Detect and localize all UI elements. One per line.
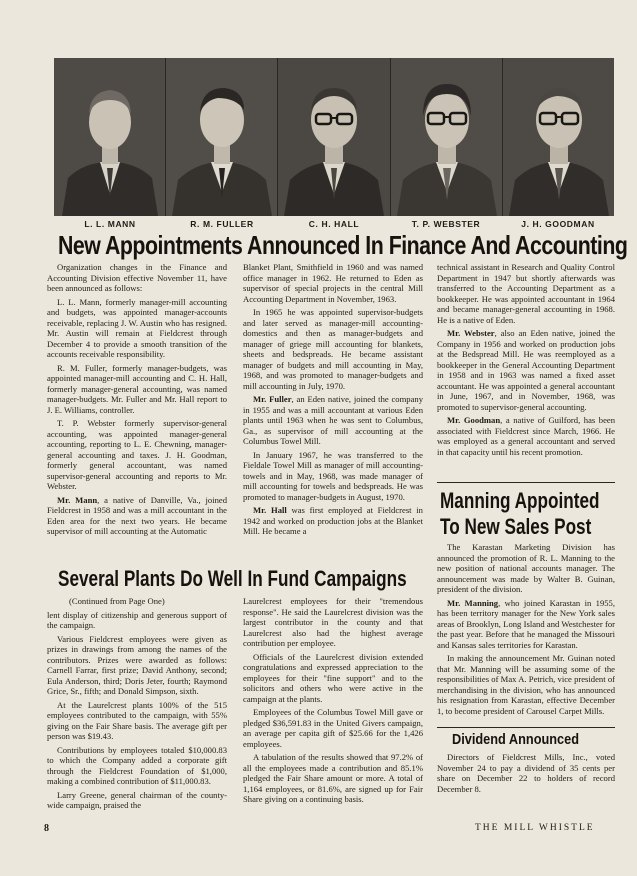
paragraph: Employees of the Columbus Towel Mill gave or pledged $36,591.83 in the United Givers campaign, an average per capita gift of $25.66 for the 1,426 employees. [243, 707, 423, 749]
photo-caption: T. P. WEBSTER [411, 219, 481, 229]
paragraph: Laurelcrest employees for their "tremendous response". He said the Laurelcrest division was the largest contributor in the county and that Laurelcrest also had the highest average contribution per employee. [243, 596, 423, 648]
portrait-strip [54, 58, 614, 216]
main-article-col2 [243, 262, 423, 560]
paragraph: Mr. Fuller, an Eden native, joined the company in 1955 and was a mill accountant at various Eden plants until 1963 when he was sent to Columbus, Ga., as supervisor of mill accounting at the Columbus Towel Mill. [243, 394, 423, 446]
main-article-col3 [437, 262, 615, 478]
bold-name: Mr. Webster [447, 328, 495, 338]
bold-name: Mr. Manning [447, 597, 499, 608]
main-article-col1 [47, 262, 227, 560]
paragraph: Various Fieldcrest employees were given as prizes in drawings from among the names of the contributors. Prizes were awarded as follows: Carnell Farrar, first prize; David Anthony, second; Eula Anderson, third; Doris Jeter, fourth; Raymond Grice, Sr., fifth; and Donald Simpson, sixth. [47, 633, 227, 696]
paragraph: In 1965 he was appointed supervisor-budgets and later served as manager-mill accounting-domestics and then as manager-budgets and manager of griege mill accounting for blankets, sheets and bedspreads. He became assistant manager of budgets and mill accounting in May, 1968, and was promoted to manager-budgets and mill accounting in July, 1970. [243, 307, 423, 391]
manning-headline-line2: To New Sales Post [440, 514, 592, 539]
paragraph: Mr. Webster, also an Eden native, joined the Company in 1956 and worked on production jobs at the Bedspread Mill. He was reemployed as a bookkeeper in the General Accounting Department in 1958 and in 1963 was named a fixed asset accountant. He was appointed a general accountant in June, 1967, and in November, 1968, was promoted to supervisor-general accounting. [437, 328, 615, 412]
portrait-photo [503, 58, 614, 216]
paragraph: Mr. Mann, a native of Danville, Va., joined Fieldcrest in 1958 and was a mill accountant in the Eden area for the next two years. He became supervisor of mill accounting at the Automatic [47, 494, 227, 536]
paragraph: Directors of Fieldcrest Mills, Inc., voted November 24 to pay a dividend of 35 cents per share on December 22 to holders of record December 8. [437, 752, 615, 794]
column-rule [437, 482, 615, 483]
photo-caption: L. L. MANN [84, 219, 136, 229]
portrait-captions [54, 219, 614, 229]
photo-caption: R. M. FULLER [190, 219, 254, 229]
paragraph: lent display of citizenship and generous support of the campaign. [47, 609, 227, 630]
plants-article-col1 [47, 596, 227, 810]
paragraph: T. P. Webster formerly supervisor-general accounting, was appointed manager-general accounting, reporting to L. E. Chewning, manager-general accounting and taxes. J. H. Goodman, formerly general accountant, was named supervisor-general accounting and reports to Mr. Webster. [47, 418, 227, 491]
bold-name: Mr. Hall [253, 505, 287, 515]
paragraph: Organization changes in the Finance and Accounting Division effective November 11, have been announced as follows: [47, 262, 227, 293]
column-rule [437, 727, 615, 728]
publication-name: THE MILL WHISTLE [475, 823, 595, 833]
dividend-headline: Dividend Announced [452, 731, 580, 748]
paragraph: A tabulation of the results showed that 97.2% of all the employees made a contribution and 85.1% pledged the Fair Share amount or more. A total of 1,164 employees, or 81.6%, are signed up for Fair Share giving on a continuing basis. [243, 752, 423, 804]
dividend-article [437, 752, 615, 802]
portrait-photo [391, 58, 503, 216]
paragraph: Officials of the Laurelcrest division extended congratulations and expressed appreciation to the employees for their "fine support" and to the solicitors and others who were active in the campaign at the plants. [243, 651, 423, 704]
manning-article [437, 542, 615, 724]
paragraph: In January 1967, he was transferred to the Fieldale Towel Mill as manager of mill accounting-towels and in May, 1968, was made manager of mill accounting for towels and bedspreads. He was promoted to manager-budgets in August, 1970. [243, 449, 423, 502]
paragraph: The Karastan Marketing Division has announced the promotion of R. L. Manning to the new position of national accounts manager. The announcement was made by Walter B. Guinan, president of the division. [437, 542, 615, 594]
paragraph: R. M. Fuller, formerly manager-budgets, was appointed manager-mill accounting and C. H. Hall, formerly manager-general accounting, was named manager-budgets. Mr. Fuller and Mr. Hall report to J. E. Williams, controller. [47, 362, 227, 415]
paragraph: (Continued from Page One) [69, 596, 165, 606]
photo-caption: J. H. GOODMAN [521, 219, 595, 229]
plants-article-col2 [243, 596, 423, 810]
photo-caption: C. H. HALL [308, 219, 360, 229]
paragraph: In making the announcement Mr. Guinan noted that Mr. Manning will be assuming some of the responsibilities of Max A. Petrich, vice president of merchandising in the division, who has announced his resignation from Karastan, effective December 1, to become president of Carousel Carpet Mills. [437, 653, 615, 716]
main-headline: New Appointments Announced In Finance And Accounting [58, 230, 628, 260]
paragraph: At the Laurelcrest plants 100% of the 515 employees contributed to the campaign, with 55% giving on the Fair Share basis. The average gift per person was $19.43. [47, 699, 227, 741]
bold-name: Mr. Fuller [253, 394, 292, 404]
paragraph: Blanket Plant, Smithfield in 1960 and was named office manager in 1962. He returned to Eden as supervisor of special projects in the central Mill Accounting Department in November, 1963. [243, 262, 423, 304]
manning-headline-line1: Manning Appointed [440, 488, 600, 513]
portrait-photo [54, 58, 166, 216]
paragraph: technical assistant in Research and Quality Control Department in 1947 but shortly afterwards was transferred to the Accounting Department as a bookkeeper. He was appointed accountant in 1964 and became manager-general accounting in 1968. He is a native of Eden. [437, 262, 615, 325]
bold-name: Mr. Goodman [447, 415, 501, 425]
paragraph: Mr. Manning, who joined Karastan in 1955, has been territory manager for the New York sales areas of Brooklyn, Long Island and Westchester for the past year. Before that he managed the Missouri and Kansas sales territories for Karastan. [437, 597, 615, 650]
portrait-photo [166, 58, 278, 216]
paragraph: Mr. Hall was first employed at Fieldcrest in 1942 and worked on production jobs at the Blanket Mill. He became a [243, 505, 423, 536]
plants-headline: Several Plants Do Well In Fund Campaigns [58, 566, 407, 591]
paragraph: Mr. Goodman, a native of Guilford, has been associated with Fieldcrest since March, 1966. He was employed as a general accountant and served in that capacity until his recent promotion. [437, 415, 615, 457]
bold-name: Mr. Mann [57, 494, 98, 505]
page-number: 8 [44, 823, 49, 834]
paragraph: L. L. Mann, formerly manager-mill accounting and budgets, was appointed manager-accounts receivable, replacing J. W. Austin who has resigned. Mr. Austin will remain at Fieldcrest through December 4 to provide a smooth transition of the accounts receivable responsibility. [47, 296, 227, 359]
paragraph: Larry Greene, general chairman of the county-wide campaign, praised the [47, 789, 227, 810]
portrait-photo [278, 58, 390, 216]
paragraph: Contributions by employees totaled $10,000.83 to which the Company added a corporate gift through the Fieldcrest Foundation of $1,000, making a combined contribution of $11,000.83. [47, 744, 227, 786]
